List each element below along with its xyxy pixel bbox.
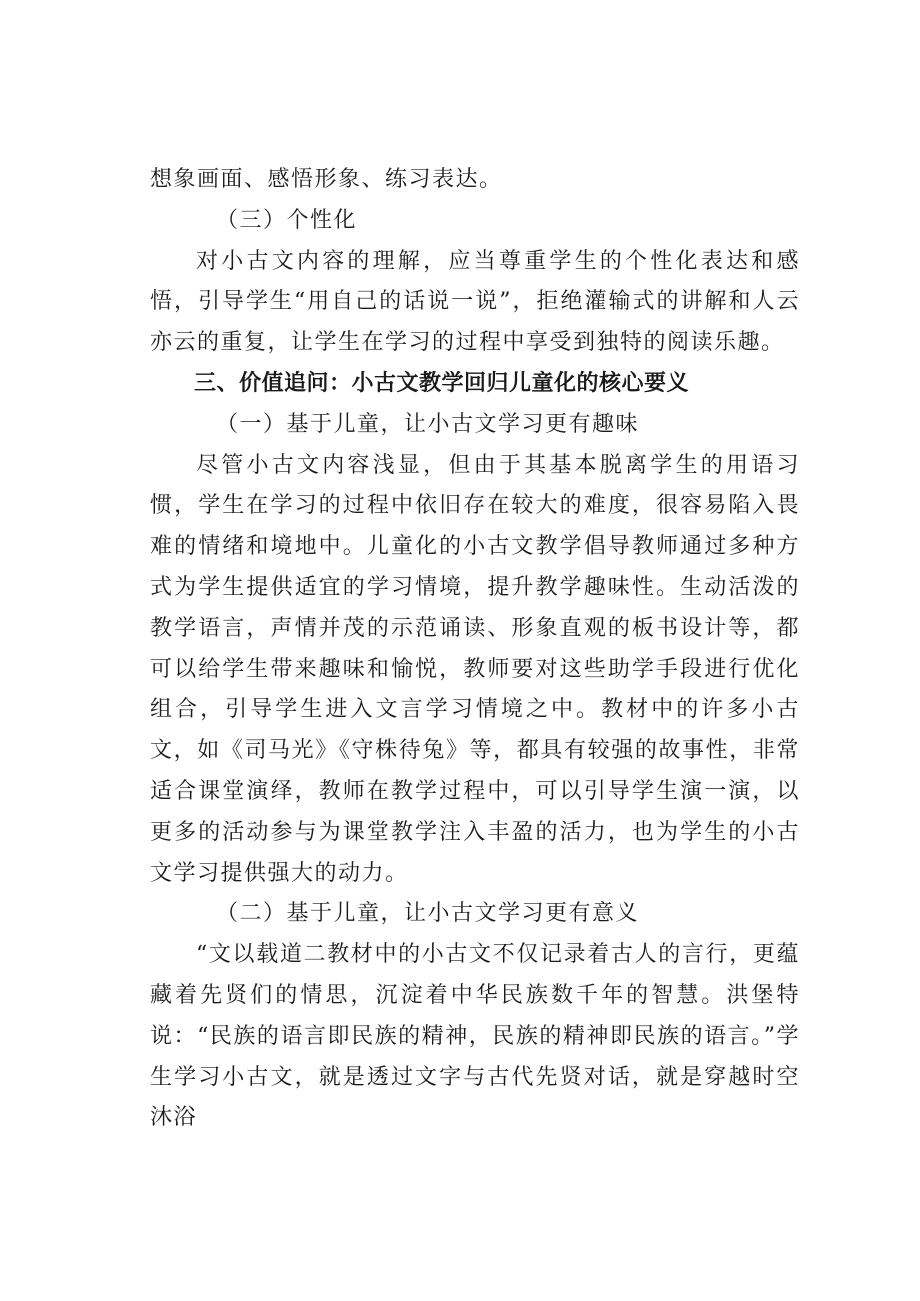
subheading-more-meaningful: （二）基于儿童，让小古文学习更有意义 <box>216 901 640 927</box>
paragraph-individualization: 对小古文内容的理解，应当尊重学生的个性化表达和感悟，引导学生“用自己的话说一说”，拒绝灌输式的讲解和人云亦云的重复，让学生在学习的过程中享受到独特的阅读乐趣。 <box>150 248 800 356</box>
paragraph-more-meaningful: “文以载道二教材中的小古文不仅记录着古人的言行，更蕴藏着先贤们的情思，沉淀着中华民族数千年的智慧。洪堡特说：“民族的语言即民族的精神，民族的精神即民族的语言。”学生学习小古文，就是透过文字与古代先贤对话，就是穿越时空沐浴 <box>150 942 800 1131</box>
document-body <box>150 160 800 1139</box>
section-heading-value-inquiry: 三、价值追问：小古文教学回归儿童化的核心要义 <box>194 370 690 396</box>
subheading-more-interesting: （一）基于儿童，让小古文学习更有趣味 <box>216 411 640 437</box>
paragraph-more-interesting: 尽管小古文内容浅显，但由于其基本脱离学生的用语习惯，学生在学习的过程中依旧存在较大的难度，很容易陷入畏难的情绪和境地中。儿童化的小古文教学倡导教师通过多种方式为学生提供适宜的学习情境，提升教学趣味性。生动活泼的教学语言，声情并茂的示范诵读、形象直观的板书设计等，都可以给学生带来趣味和愉悦，教师要对这些助学手段进行优化组合，引导学生进入文言学习情境之中。教材中的许多小古文，如《司马光》《守株待兔》等，都具有较强的故事性，非常适合课堂演绎，教师在教学过程中，可以引导学生演一演，以更多的活动参与为课堂教学注入丰盈的活力，也为学生的小古文学习提供强大的动力。 <box>150 452 800 886</box>
subheading-individualization: （三）个性化 <box>216 207 358 233</box>
paragraph-continuation: 想象画面、感悟形象、练习表达。 <box>150 167 503 192</box>
